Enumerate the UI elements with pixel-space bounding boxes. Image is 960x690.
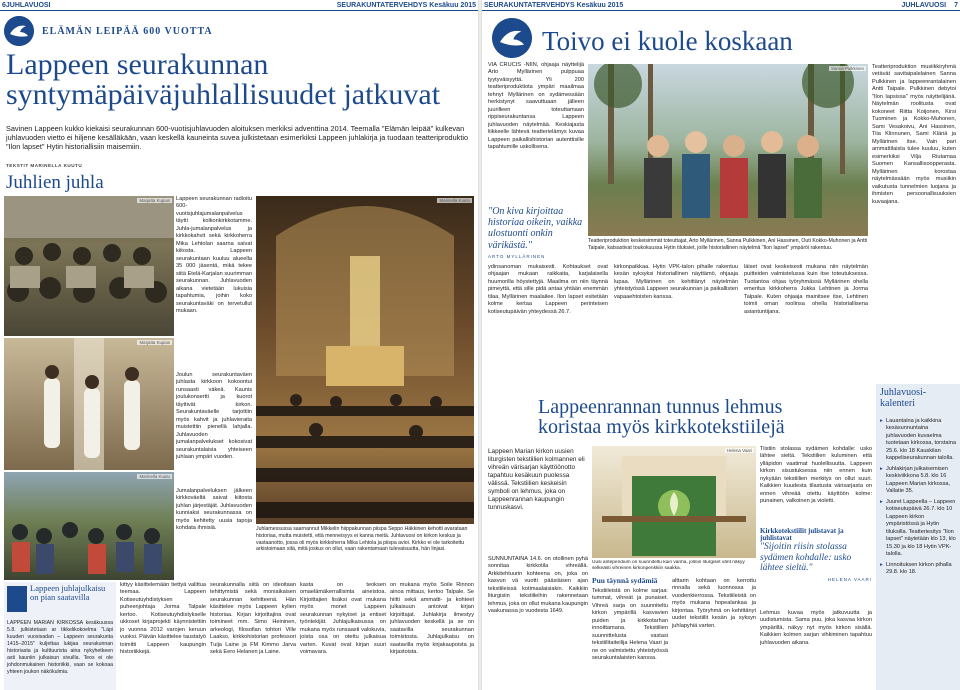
pull-quote [488,206,584,259]
section-label: JUHLAVUOSI [901,1,947,9]
bottom-column-3: kasta on teoksen omaelämäkerrallisinta aineistoa. Kirjoittajien lisäksi ovat mukana myös monet Lappeen seurakunnan nykyiset ja entiset työntekijät. Juhlajulkaisussa on mukana myös runsaasti valokuvia, joista osa on otettu julkaisua varten. Kuvat ovat kirjan suuri voimavara. [300,582,386,656]
photo-caption: Teatteriproduktion keskeisimmät toteuttajat, Arto Myllärinen, Sanna Pulkkinen, Ani Hassinen, Outi Kokko-Muhonen ja Antti Taipale, katsastivat toukokuussa Hytin tiluksiet, joille historiallinen näytelmä "Ilon lapset" ympäröi rakentuu. [588,238,868,251]
sidebar-item: ▸ Juuret Lappeella – Lappeen kotiseutupäivä 26.7. klo 10 Lappeen kirkon ympäristössä ja Hytin tiluksilla. Teatteriesitys "Ilon lapset" näytetään klo 13, klo 15.30 ja klo 18 Hytin VPK-talolla. [880,499,958,559]
right-column: Teatteriproduktion musiikkiryhmä vetävät savitaipalelainen Sanna Pulkkinen ja lappeenrantalainen Antti Taipale. Pulkkinen debytoi "Ilon lapsissa" myös näyttelijänä. Näytelmän roolitusta ovat kokoneet Riitta Koijonen, Kirsi Tuominen ja Kokko-Muhonen, Sami Vesakoivu, Ani Hassinen, Tiia Klinnunen, Sami Kläriä ja Myllärinen itse. Vain pari ammattilaista tulee kuuluu, kuten esimerkiksi Vilja Riutamaa Suomen Kansallisoopperasta. Myllärinen korostaa näytelmässään myös musiikin vaikutusta tunnelmien luojana ja ihmisten persoonallisuuksien kuvaajana. [872,64,956,205]
section-label: JUHLAVUOSI [5,1,51,9]
church-subhead-1: Puu täynnä sydämiä [592,576,658,585]
church-pull-quote [760,542,872,582]
photo-credit: Helena Vaari [726,448,752,453]
right-page [482,0,960,690]
quote-author: ARTO MYLLÄRINEN [488,253,546,259]
photo-group-forest [588,64,868,236]
juhlajulkaisu-box [4,582,116,690]
book-icon [7,586,27,612]
left-page [0,0,478,690]
quote-text: "On kiva kirjoittaa historiaa oikein, vaikka ulostuonti onkin värikästä." [488,206,583,251]
lower-column-1: ydinsanoman mukaisesti. Kohtaukset ovat ohjaajan mukaan raikkaita, karjalaisella huumorilla höystettyjä. Maailma on niin täynnä pimeyttä, että sille pidä antaa yhtään enemmän tilaa, Myllärinen maalailee. Ilon lapset esitetään kolme kertaa Lappeen perinteisen kotiseutupäivän yhteydessä 26.7. [488,264,608,315]
headline: Toivo ei kuole koskaan [542,26,793,56]
sidebar-calendar [876,384,960,690]
sidebar-item: ▸ Juhlakirjan julkaisemisen keskiviikkona 5.8. klo 16 Lappeen Marian kirkossa, Vallatie 35. [880,466,958,496]
article-column-3: Jumalanpalveluksen jälkeen kirkkoväeltä saivat kiitosta juhlan järjestäjät. Juhlavuoden kunniaksi seurakunnassa on myös kehitetty uusia tapoja kohdata ihmisiä. [176,488,252,532]
dove-logo-icon [492,18,532,58]
photo-congregation [4,196,174,336]
article-column-2: Joulun seurakuntaväen juhlasta kirkkoon kokoontui runsaasti väkeä. Kaunis joulukonsertti ja kuorot täyttivät kirkon. Seurakuntaväelle tarjottiin myös kahvit ja juhlavieraita muistettiin pienellä lahjalla. Juhlavuoden jumalanpalvelukset kokosivat seurakuntalaisia yhteiseen juhlaan ympäri vuoden. [176,372,252,461]
church-column-1: SUNNUNTAINA 14.6. on otollinen pyhä sonnitaa kirkkotila vihreällä. Arkkitehtuurin kohteena on, joka on kasvun vä vuotti pääsiäisen ajan tekstiileissä kotimaalaisiakin. Kaikkiin liturgisiin tekstiileihin rakennetaan lehmus, joka on ollut mukana kaupungin vaakunassa jo vuodesta 1649. [488,556,588,615]
bottom-column-2: seurakunnalla siitä on ideoitaan tehittymistä sekä moniaikaisen seurakunnan kehitteenä. Hän käsittelee myös Lappeen kylien historiaa. Kirjan kirjoittajina ovat toimineet mm. Simo Heininen, arkeologi, filosofian tohtori Ville Laakso, kirkkohistorian professori Tuija Laine ja FM Kimmo Jarva sekä Eero Helanen ja Laine. [210,582,296,656]
byline: TEKSTIT MARINELLA KUUTU [6,163,83,168]
photo-caption: Juhlamessussa saarnannut Mikkelin hiippakunnan piispa Seppo Häkkinen kehotti avarataan historiaa, mutta muistetti, että menneisyys ei kanna meitä. Juhlavuosi on kirkon keskus ja vastaanotto, jossa oli myös kirkkoherra Mika Lehtola ja piispa avioi. Kirkko ei ole tarkoitettu arkistoimaan sitä, mitä joskus on ollut, vaan rakentamaan tulevaisuutta, hän linjasi. [256,526,468,553]
church-subhead-2: Kirkkotekstiilit julistavat ja juhlistavat [760,527,844,543]
photo-church-interior [256,196,474,524]
bottom-column-1: kittyy käsittelemään tiettyä valittua teemaa. Lappeen Kotiseutuyhdistyksen puheenjohtaja Jorma Talpale kertoo. Kotiseutuyhdistykselle ukkoset kirjaprojekti käynnistettiin jo vuonna 2012 varojen keruun vuoksi. Päivän käsittelee taustatyö toimitti Lappeen kaupungin historiikkejä. [120,582,206,656]
page-number: 6 [2,1,6,9]
sidebar-list [880,418,958,688]
article-column-1: Lappeen seurakunnan radioitu 600-vuotisjuhlajumalanpalvelus täytti kolkonkirkkotamme. Juhla-jumalanpalvelus ja kirkkokahvit sekä kirkkoherra Mika Lehtolan saarna saivat kiitosta. Lappeen seurakuntaan kuuluu alueella 35 000 jäsentä, mikä tekee siitä Etelä-Karjalan suurimman seurakunnan. Juhlavuoden aikana vietetään lukuisia tapahtumia, joihin koko seurakuntaväki on tervetullut mukaan. [176,196,252,315]
photo-credit: Marinella Kuutu [439,198,470,203]
photo-credit: Marjatta Kupias [139,340,170,345]
dove-logo-icon [4,16,34,46]
photo-crowd-outdoors [4,472,174,580]
headline-line-1: Lappeen seurakunnan [6,48,269,81]
photo-credit: Marjatta Kupias [139,198,170,203]
left-folio [0,0,478,11]
intro-column: VIA CRUCIS -NIIN, ohjaaja näyttelijä Arto Myllärinen pulppuaa tyytyväisyyttä. Yli 200 teatteriproduktiota ympäri maailmaa tehnyt Myllärinen on sydämessään herkistynyt saavuttuaan jälleen juurilleen toteuttamaan rippiseurakuntansa Lappeen juhlavuoden näytelmää. Keskiajasta liikkeelle lähtevä teatterielämys kuvaa Lappeen paikallishistorian autenttisille tapahtumille uskollisena. [488,62,584,151]
photo-credit: Marinella Kuutu [139,474,170,479]
paper-name: SEURAKUNTATERVEHDYS Kesäkuu 2015 [336,1,476,9]
headline-line-2: syntymäpäiväjuhlallisuudet jatkuvat [6,78,441,111]
lede: Savinen Lappeen kukko kiekaisi seurakunnan 600-vuotisjuhlavuoden aloituksen merkiksi adventtina 2014. Teemalla "Elämän leipää" kulkevan juhlavuoden vietto ei hiljene kesälläkään, vaan keskellä kauneinta suvea julkistetaan esimerkiksi Lappeen juhlakirja ja tuodaan teatteriproduktio "Ilon lapset" Hytin historiallisiin maisemiin. [6,124,469,152]
right-folio [482,0,960,11]
kicker: ELÄMÄN LEIPÄÄ 600 VUOTTA [42,26,213,37]
church-column-3: alttarin kohtaan on kerrottu rinnalla sekä luonnossa ja vuodenkierrossa. Tekstiileistä on myös mukana hopealankaa ja kirjontaa. Työryhmä on kehittänyt uudet tekstiilit kesän ja syksyn juhlapyhiä varten. [672,578,756,629]
quote-author: HELENA VAARI [827,576,872,582]
photo-credit: Sanna Pulkkinen [831,66,864,71]
church-column-4: Lehmus kuvaa myös jatkuvuutta ja uudistumista. Sama puu, joka kasvaa kirkon ympärillä, näkyy nyt myös kirkon sisällä. Kaikkien kolmen sarjan vihkiminen tapahtuu juhlavuoden aikana. [760,610,872,646]
paper-name: SEURAKUNTATERVEHDYS Kesäkuu 2015 [484,1,624,9]
church-headline-2: koristaa myös kirkkotekstiilejä [538,416,785,438]
church-caption: Uusi antependium on suunniteltu kuin vanha, jolloin liturgiset värit näkyy selkeästi vihreinen kirkonpenkkiin saakka. [592,560,745,572]
sidebar-title: Juhlavuosi-kalenteri [880,387,927,409]
quote-text: "Sijoitin riisin stolassa sydämen kohdalle: usko lähtee sieltä." [760,542,852,574]
lower-column-3: läiset ovat keskeisesti mukana niin näytelmän puitteiden valmistelussa kuin itse toteutuksessa. Tuotantoa ohjaa työryhmässä Myllärinen ohella emeritus kirkkoherra Jukka Lehtinen ja Jorma Talpale. Kuten ohjaaja mainitsee itse, Lehtinen toimii oman roolinsa ohella historiallisena asiantuntijana. [744,264,868,315]
church-lede: Lappeen Marian kirkon uusien liturgisten tekstiilien kolmannen eli vihreän värisarjan käyttöönotto tapahtuu kesäkuun puolessa välissä. Tekstiilien keskeisin symboli on lehmus, joka on Lappeenrannan kaupungin tunnuskasvi. [488,448,585,511]
bottom-column-4: on mukana myös Soile Rinnon ainoa mittaus, kertoo Talpale. Se hiitti sekä ammatti- ja kohteet julkaisuun antoivat kirjan kirjoittajat. Juhlakirja ilmestyy juhlavuoden keskellä ja se on saatavilla seurakunnan toimistosta. Juhlajulkaisu on saatavilla myös kirjakaupoista ja kirjastoista. [390,582,474,656]
church-right-text: Tiistiin stolassa sydämen kohdalle: usko lähtee sieltä. Tekstiilien kuluminen että ylläpidon vaatimat huolellisuutta. Lappeen kirkon sisustuksessa niin ennen kuin nykyään tekstiilien merkitys on ollut suuri. Kaikkien kuudesta tilastusta värisarjasta on ennen vihreää otettu käyttöön kolme: punainen, valkoinen ja violetti. [760,446,872,505]
church-column-2: Tekstiileistä on kolme sarjaa: tummat, vihreät ja punaiset. Vihreä sarja on suunniteltu kirkon ympärillä kasvavien puiden ja kirkkotarhan innoittamana. Tekstiilien suunnittelusta vastasi tekstiilitaiteilija Helena Vaari ja ne on valmistettu yhteistyössä seurakuntalaisten kanssa. [592,588,668,662]
box-title: Lappeen juhlajulkaisu on pian saatavilla [30,583,106,602]
sidebar-item: ▸ Linnoituksen kirkon pihalla 29.8. klo 18. [880,562,958,577]
photo-procession [4,338,174,470]
page-number: 7 [954,1,958,9]
sidebar-item: ▸ Lauantaina ja kaikkina kesäsunnuntaina juhlavuoden kuvaelma tuotetaan kirkossa, torstaina 25.6. klo 18 Kauskilan kappeliseurakunnan talolla. [880,418,958,463]
church-headline-1: Lappeenrannan tunnus lehmus [538,396,783,418]
box-text: LAPPEEN MARIAN KIRKOSSA kesäkuussa 5.8. julkistetaan ar tikkelikokoelma "Läpi kuuden vuosisadan – Lappeen seurakunta 1415–2015" kuljettaa lukijaa seurakunnan historiasta ja kulttuurista aina nykyhetkeen asti kauniin julkaisun sivuilla. Teos ei ole johdonmukainen historiikki, vaan se kokoaa yhteen joukon näkökulmia. [7,620,113,675]
photo-altar-textile [592,446,756,558]
lower-column-2: kirkonpaikkaa. Hytin VPK-talon pihalle rakentuu kesän syksyksi historiallinen näyttämö, ohjaaja lupaa. Myllärinen on kehittänyt näytelmän yhteistyössä Lappeen seurakunnan ja paikallisten vapaaehtoisten kanssa. [614,264,738,300]
subhead-juhlien-juhla: Juhlien juhla [6,172,104,193]
